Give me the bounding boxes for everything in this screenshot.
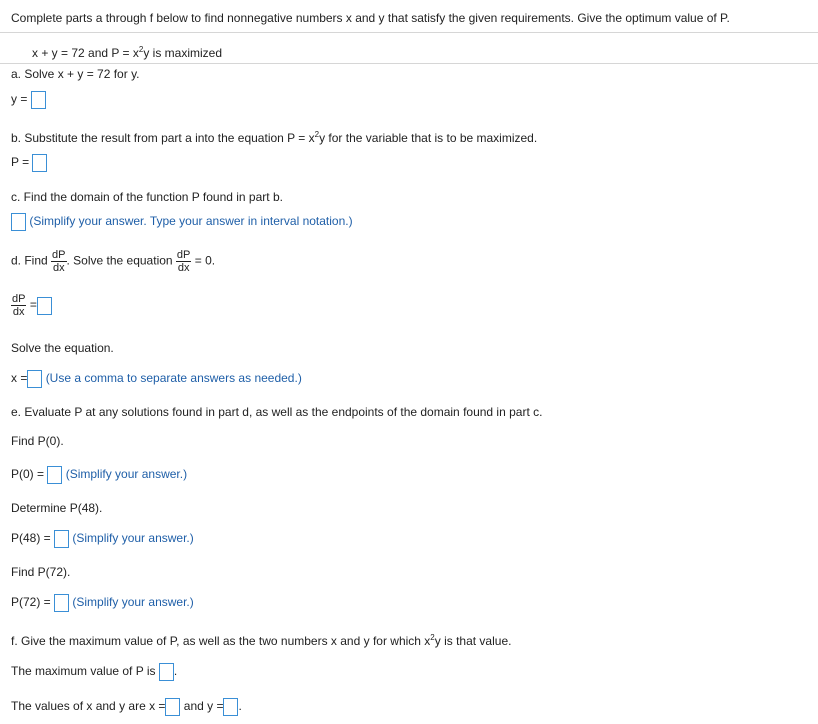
dp-dx-fraction: $\frac{dP}{dx}$	[52, 249, 66, 274]
part-f-prompt: f. Give the maximum value of P, as well as the two numbers x and y for which $x^2y$ is that value.	[11, 633, 512, 648]
x-solution-answer: x = (Use a comma to separate answers as needed.)	[11, 370, 302, 388]
p48-hint: (Simplify your answer.)	[72, 531, 194, 546]
p0-hint: (Simplify your answer.)	[65, 467, 188, 482]
p-answer-input[interactable]	[32, 154, 47, 172]
part-b-prompt: b. Substitute the result from part a into the equation $P = x^2y$ for the variable that is to be maximized.	[11, 130, 538, 145]
p72-hint: (Simplify your answer.)	[72, 595, 194, 610]
derivative-answer: $\frac{dP}{dx}$ =	[11, 293, 52, 318]
solve-equation-text: Solve the equation.	[11, 341, 114, 355]
part-e-prompt: e. Evaluate P at any solutions found in part d, as well as the endpoints of the domain found in part c.	[11, 405, 543, 419]
find-p0-text: Find P(0).	[11, 434, 64, 448]
part-a-prompt: a. Solve x + y = 72 for y.	[11, 67, 140, 81]
part-a-answer: y =	[11, 91, 46, 109]
p48-answer: P(48) = (Simplify your answer.)	[11, 530, 194, 548]
y-answer-input[interactable]	[31, 91, 46, 109]
x-value-input[interactable]	[165, 698, 180, 716]
part-c-hint: (Simplify your answer. Type your answer in interval notation.)	[29, 214, 353, 229]
p48-answer-input[interactable]	[54, 530, 69, 548]
dp-dx-fraction: $\frac{dP}{dx}$	[176, 249, 191, 274]
max-value-answer: The maximum value of P is .	[11, 663, 177, 681]
part-d-prompt: d. Find $\frac{dP}{dx}$ . Solve the equation $\frac{dP}{dx}$ = 0.	[11, 249, 216, 274]
find-p72-text: Find P(72).	[11, 565, 71, 579]
derivative-answer-input[interactable]	[37, 297, 52, 315]
part-c-answer	[11, 213, 353, 231]
part-b-answer: P =	[11, 154, 47, 172]
p0-answer: P(0) = (Simplify your answer.)	[11, 466, 187, 484]
divider	[0, 63, 818, 64]
part-c-prompt: c. Find the domain of the function P found in part b.	[11, 190, 283, 204]
divider	[0, 32, 818, 33]
determine-p48-text: Determine P(48).	[11, 501, 103, 515]
part-d-hint: (Use a comma to separate answers as needed.)	[45, 371, 302, 386]
domain-answer-input[interactable]	[11, 213, 26, 231]
p0-answer-input[interactable]	[47, 466, 62, 484]
xy-values-answer: The values of x and y are x = and y = .	[11, 698, 242, 716]
p72-answer: P(72) = (Simplify your answer.)	[11, 594, 194, 612]
p72-answer-input[interactable]	[54, 594, 69, 612]
dp-dx-fraction: $\frac{dP}{dx}$	[12, 293, 26, 318]
problem-statement: x + y = 72 and $P = x^2y$ is maximized	[32, 45, 222, 60]
instructions: Complete parts a through f below to find nonnegative numbers x and y that satisfy the given requirements. Give the optimum value of P.	[11, 11, 730, 25]
max-value-input[interactable]	[159, 663, 174, 681]
y-value-input[interactable]	[223, 698, 238, 716]
x-solution-input[interactable]	[27, 370, 42, 388]
